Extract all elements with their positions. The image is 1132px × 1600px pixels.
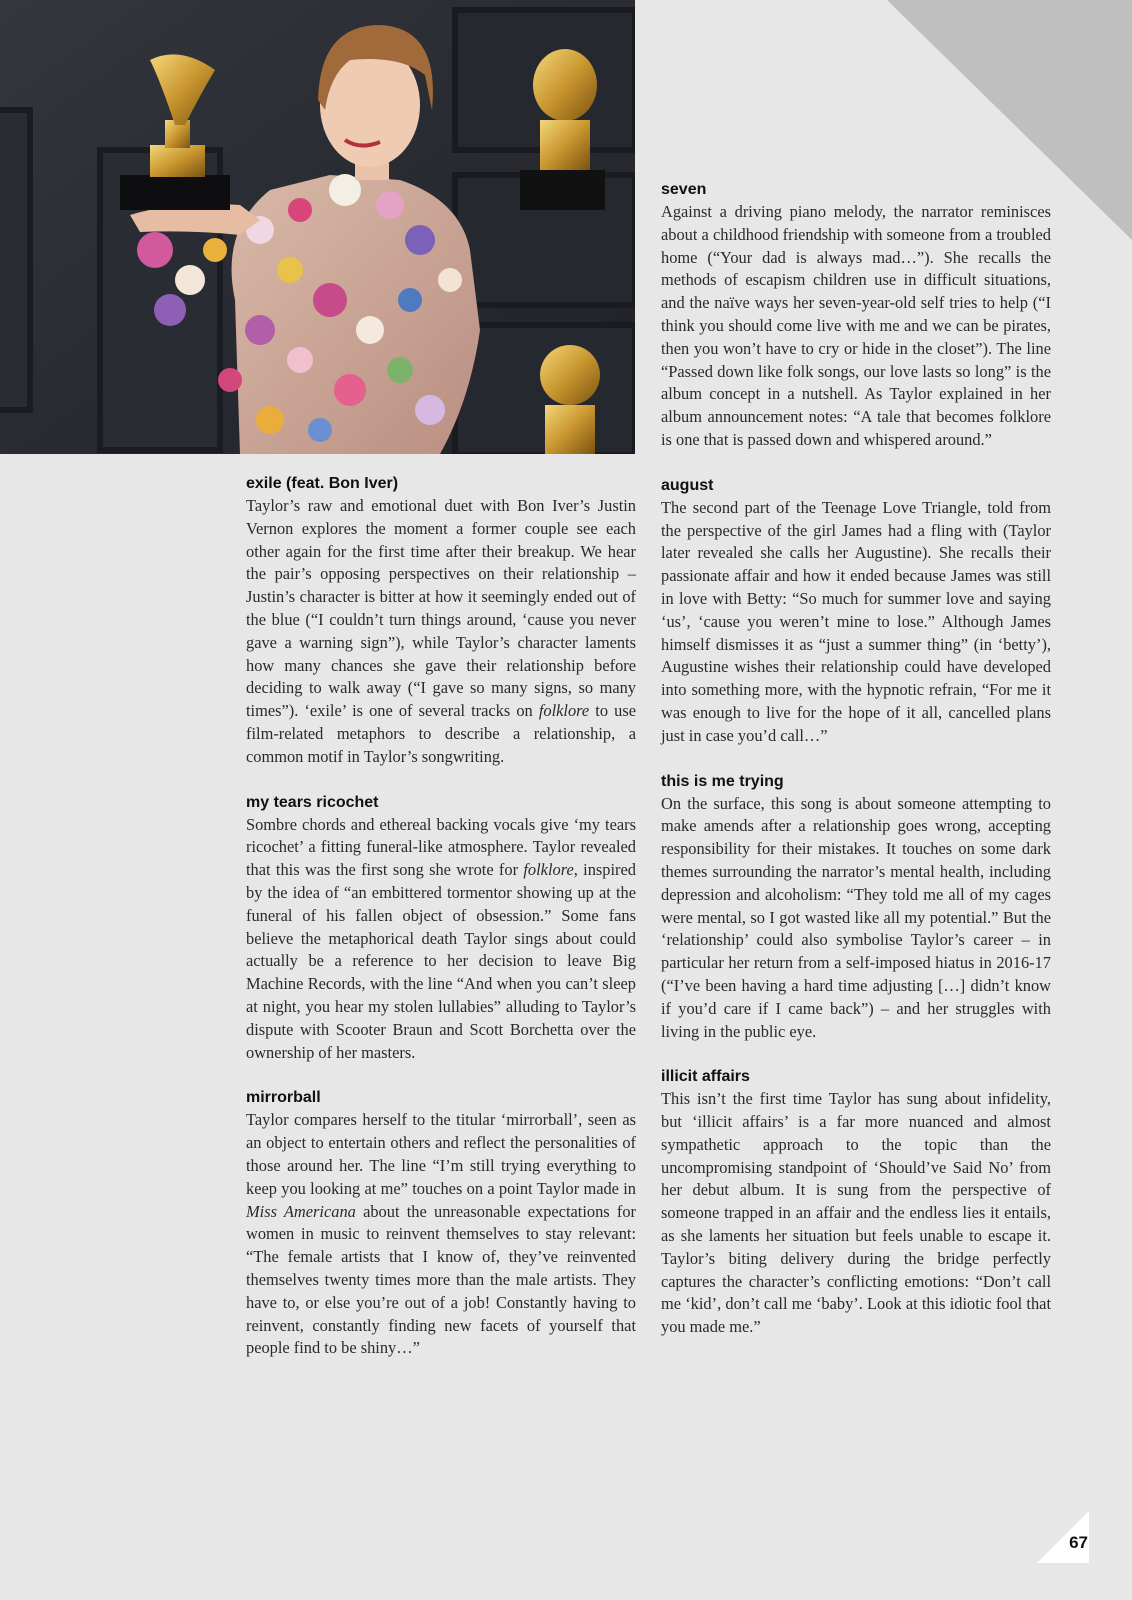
- body-text: Taylor’s raw and emotional duet with Bon Iver’s Justin Vernon explores the moment a former couple see each other again for the first time after their breakup. We hear the pair’s opposing perspectives on their relationship – Justin’s character is bitter at how it seemingly ended out of the blue (“I couldn’t turn things around, ‘cause you never gave a warning sign”), while Taylor’s character laments how many chances she gave their relationship before deciding to walk away (“I gave so many signs, so many times”). ‘exile’ is one of several tracks on: [246, 496, 636, 721]
- page-number: 67: [1069, 1533, 1088, 1552]
- body-text: Taylor compares herself to the titular ‘mirrorball’, seen as an object to entertain others and reflect the personalities of those around her. The line “I’m still trying everything to keep you looking at me” touches on a point Taylor made in: [246, 1110, 636, 1198]
- body-text: On the surface, this song is about someone attempting to make amends after a relationship goes wrong, accepting responsibility for their mistakes. It touches on some dark themes surrounding the narrator’s mental health, including depression and alcoholism: “They told me all of my cages were mental, so I got wasted like all my potential.” But the ‘relationship’ could also symbolise Taylor’s career – in particular her return from a self-imposed hiatus in 2016-17 (“I’ve been having a hard time adjusting […] didn’t know if you’d care if I came back”) – and her struggles with living in the public eye.: [661, 793, 1051, 1041]
- section-heading: illicit affairs: [661, 1068, 750, 1086]
- article-section-seven: [661, 179, 1051, 452]
- body-text: This isn’t the first time Taylor has sung about infidelity, but ‘illicit affairs’ is a far more nuanced and almost sympathetic approach to the topic than the uncompromising standpoint of ‘Should’ve Said No’ from her debut album. It is sung from the perspective of someone trapped in an affair and the endless lies it entails, as she laments her situation but feels unable to escape it. Taylor’s biting delivery during the bridge perfectly captures the character’s conflicting emotions: “Don’t call me ‘kid’, don’t call me ‘baby’. Look at this idiotic fool that you made me.”: [661, 1089, 1051, 1337]
- section-heading: august: [661, 476, 714, 494]
- left-column: [246, 473, 636, 1383]
- body-text: about the unreasonable expectations for women in music to reinvent themselves to stay relevant: “The female artists that I know of, they’ve reinvented themselves twenty times more than the male artists. They have to, or else you’re out of a job! Constantly having to reinvent, constantly finding new facets of yourself that people find to be shiny…”: [246, 1201, 636, 1358]
- section-body: [661, 1088, 1051, 1339]
- section-heading: mirrorball: [246, 1089, 321, 1107]
- body-text: Against a driving piano melody, the narrator reminisces about a childhood friendship with someone from a troubled home (“Your dad is always mad…”). She recalls the methods of escapism children use in difficult situations, and the naïve ways her seven-year-old self tries to help (“I think you should come live with me and we can be pirates, then you won’t have to cry or hide in the closet”). The line “Passed down like folk songs, our love lasts so long” is the album concept in a nutshell. As Taylor explained in her album announcement notes: “A tale that becomes folklore is one that is passed down and whispered around.”: [661, 202, 1051, 449]
- photo-illustration: [0, 0, 635, 454]
- article-section-august: [661, 475, 1051, 748]
- section-body: [661, 201, 1051, 452]
- body-text: to use film-related metaphors to describe a relationship, a common motif in Taylor’s songwriting.: [246, 701, 636, 766]
- italic-title: folklore: [523, 860, 574, 880]
- body-text: The second part of the Teenage Love Triangle, told from the perspective of the girl James had a fling with (Taylor later revealed she calls her Augustine). She recalls their passionate affair and how it ended because James was still in love with Betty: “So much for summer love and saying ‘us’, ‘cause you weren’t mine to lose.” Although James himself dismisses it as “just a summer thing” (in ‘betty’), Augustine wishes their relationship could have developed into something more, with the hypnotic refrain, “For me it was enough to live for the hope of it all, cancelled plans just in case you’d call…”: [661, 497, 1051, 745]
- article-section-illicit-affairs: [661, 1066, 1051, 1339]
- right-column: [661, 179, 1051, 1362]
- article-section-mirrorball: [246, 1087, 636, 1360]
- section-body: [661, 793, 1051, 1044]
- section-heading: seven: [661, 181, 707, 198]
- section-heading: exile (feat. Bon Iver): [246, 475, 399, 492]
- section-body: [246, 495, 636, 769]
- section-heading: my tears ricochet: [246, 793, 379, 811]
- section-body: [246, 1109, 636, 1360]
- body-text: Sombre chords and ethereal backing vocals give ‘my tears ricochet’ a fitting funeral-like atmosphere. Taylor revealed that this was the first song she wrote for: [246, 814, 636, 880]
- article-section-this-is-me-trying: [661, 771, 1051, 1044]
- section-body: [661, 497, 1051, 748]
- article-section-exile-feat-bon-iver: [246, 473, 636, 769]
- photo-grammy-award: [0, 0, 635, 454]
- section-heading: this is me trying: [661, 772, 784, 790]
- italic-title: Miss Americana: [246, 1201, 356, 1221]
- article-section-my-tears-ricochet: [246, 792, 636, 1065]
- section-body: [246, 814, 636, 1065]
- body-text: , inspired by the idea of “an embittered tormentor showing up at the funeral of his fallen object of obsession.” Some fans believe the metaphorical death Taylor sings about could actually be a reference to her decision to leave Big Machine Records, with the line “And when you can’t sleep at night, you hear my stolen lullabies” alluding to Taylor’s dispute with Scooter Braun and Scott Borchetta over the ownership of her masters.: [246, 860, 636, 1062]
- italic-title: folklore: [538, 701, 590, 721]
